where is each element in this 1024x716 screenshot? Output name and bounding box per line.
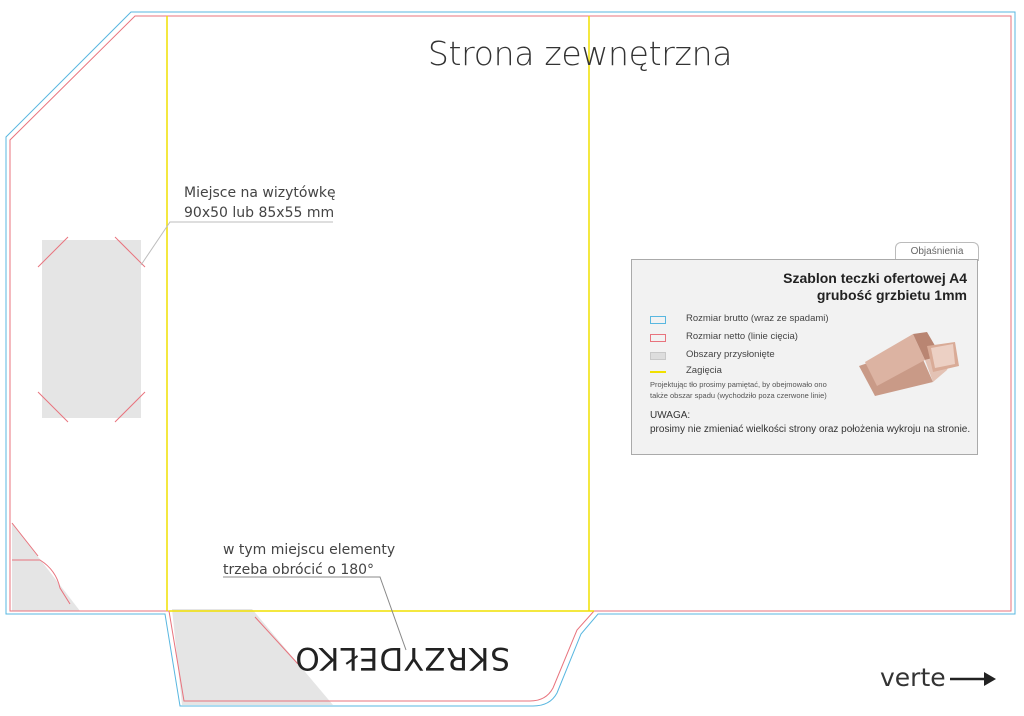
legend-swatch-cut: [650, 334, 666, 342]
page-title: Strona zewnętrzna: [427, 34, 733, 73]
rotate-note-line2: trzeba obrócić o 180°: [223, 562, 375, 578]
legend-warning-line2: prosimy nie zmieniać wielkości strony oraz położenia wykroju na stronie.: [650, 424, 971, 435]
legend-swatch-covered: [650, 352, 666, 360]
legend-title: [783, 270, 967, 304]
folder-illustration-icon: [855, 326, 965, 398]
legend-swatch-fold: [650, 371, 666, 373]
flap-label: SKRZYDEŁKO: [294, 640, 510, 676]
legend-item-label: Rozmiar brutto (wraz ze spadami): [686, 313, 829, 324]
legend-warning-line1: UWAGA:: [650, 410, 691, 421]
arrow-right-icon: [950, 669, 998, 689]
business-card-area: [42, 240, 141, 418]
legend-hint: [650, 379, 827, 401]
legend-hint-line1: Projektując tło prosimy pamiętać, by obejmowało ono: [650, 380, 827, 389]
legend-item-label: Rozmiar netto (linie cięcia): [686, 331, 798, 342]
business-card-note-line1: Miejsce na wizytówkę: [184, 185, 336, 201]
legend-tab: Objaśnienia: [895, 242, 979, 261]
business-card-note-line2: 90x50 lub 85x55 mm: [184, 205, 335, 221]
rotate-note: [223, 540, 395, 580]
business-card-note: [184, 183, 336, 223]
legend-title-line1: Szablon teczki ofertowej A4: [783, 270, 967, 286]
legend-title-line2: grubość grzbietu 1mm: [816, 287, 967, 303]
legend-item-label: Zagięcia: [686, 365, 722, 376]
verte-label: verte: [880, 663, 946, 692]
legend-swatch-bleed: [650, 316, 666, 324]
legend-hint-line2: także obszar spadu (wychodziło poza czerwone linie): [650, 391, 827, 400]
legend-panel: [631, 259, 978, 455]
legend-item-label: Obszary przysłonięte: [686, 349, 775, 360]
rotate-note-line1: w tym miejscu elementy: [223, 542, 396, 558]
legend-warning: [650, 409, 970, 437]
leader-line-card: [141, 222, 333, 265]
